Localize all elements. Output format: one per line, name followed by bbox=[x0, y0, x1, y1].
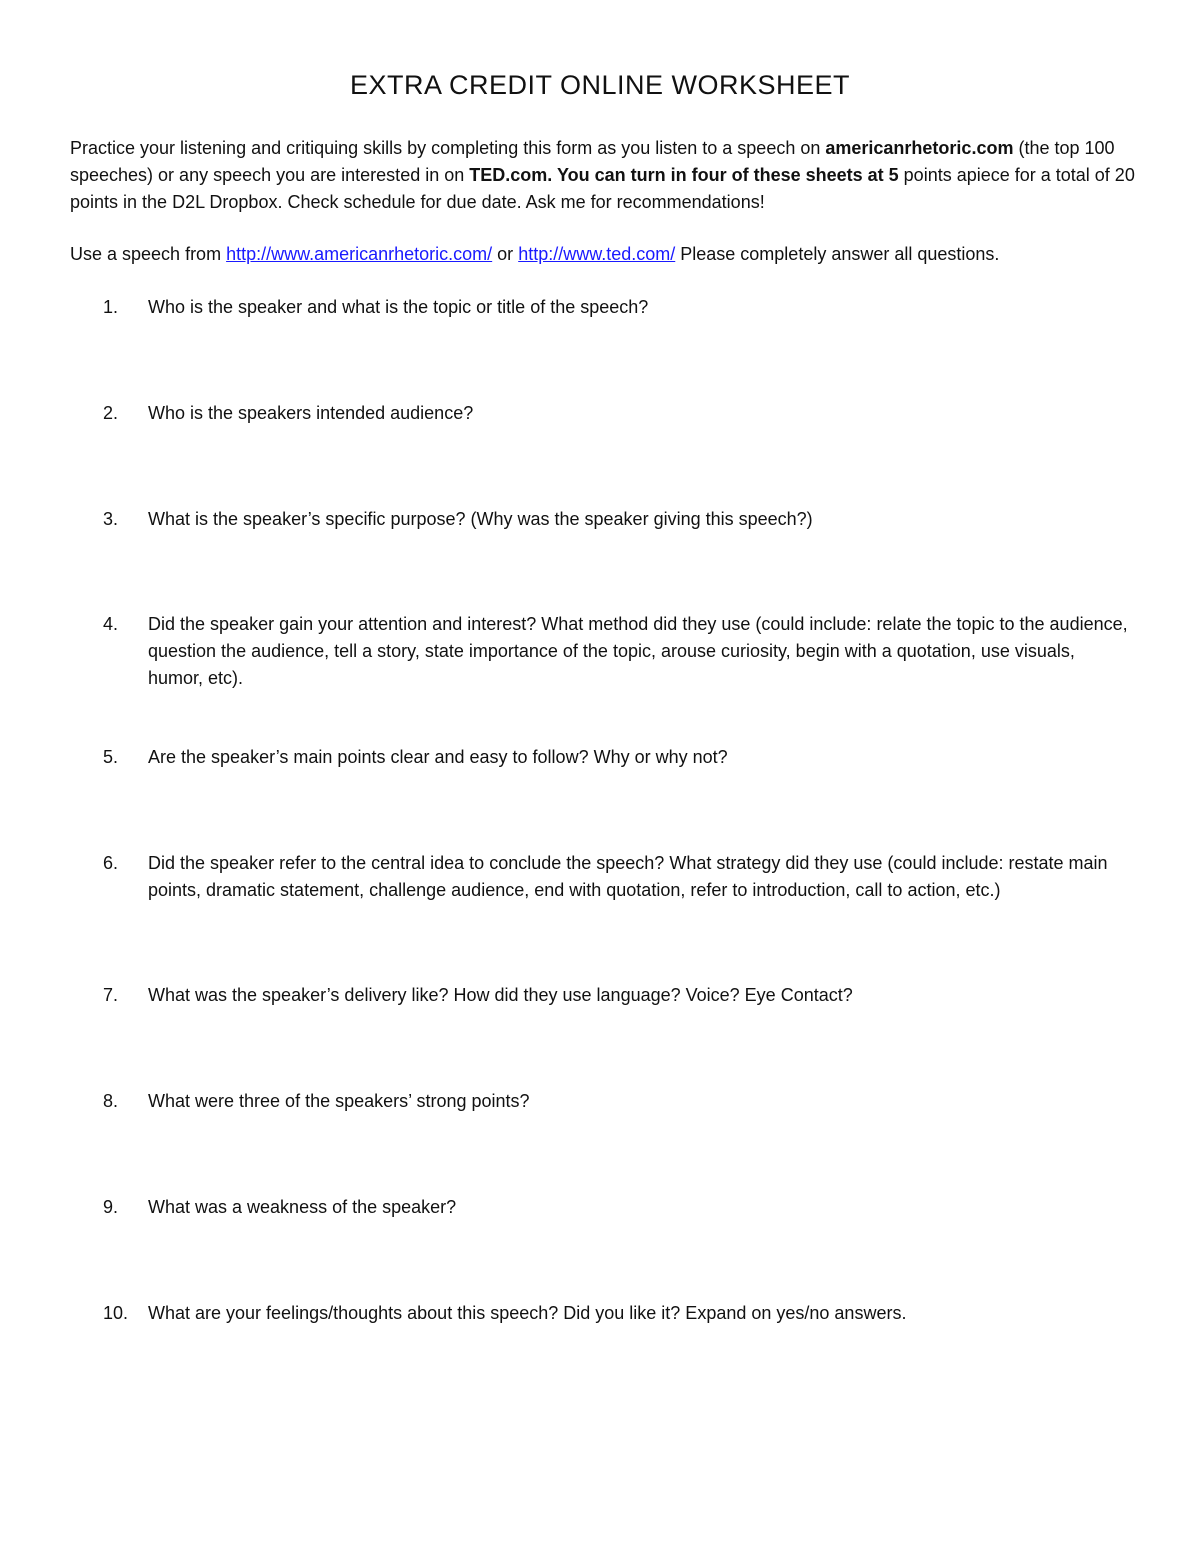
intro-site-americanrhetoric: americanrhetoric.com bbox=[825, 138, 1014, 158]
intro-points: 5 bbox=[888, 165, 899, 185]
question-number: 7. bbox=[103, 985, 119, 1005]
question-text: Did the speaker refer to the central idea to conclude the speech? What strategy did they use (could include: restate main points, dramatic statement, challenge audience, end with quotation, refer to introduction, call to action, etc.) bbox=[148, 853, 1108, 900]
intro-paragraph bbox=[70, 135, 1140, 216]
question-number: 8. bbox=[103, 1091, 119, 1111]
question-number: 2. bbox=[103, 403, 119, 423]
question-number: 5. bbox=[103, 747, 119, 767]
question-number: 4. bbox=[103, 614, 119, 634]
source-instructions bbox=[70, 241, 1140, 268]
question-number: 9. bbox=[103, 1197, 119, 1217]
ted-link[interactable]: http://www.ted.com/ bbox=[518, 244, 676, 264]
question-number: 10. bbox=[103, 1303, 129, 1323]
intro-site-ted: TED.com bbox=[469, 165, 548, 185]
intro-text-2: (the top 100 speeches) or any speech you are interested in on bbox=[70, 138, 1115, 185]
intro-text-4: points apiece for a total of 20 points in the D2L Dropbox. Check schedule for due date. Ask me for recommendations! bbox=[70, 165, 1135, 212]
question-text: Who is the speaker and what is the topic or title of the speech? bbox=[148, 297, 649, 317]
intro-text-3: . You can turn in four of these sheets at bbox=[547, 165, 889, 185]
question-text: Did the speaker gain your attention and interest? What method did they use (could include: relate the topic to the audience, question the audience, tell a story, state importance of the topic, arouse curiosity, begin with a quotation, use visuals, humor, etc). bbox=[148, 614, 1128, 688]
question-number: 1. bbox=[103, 297, 119, 317]
question-text: What was a weakness of the speaker? bbox=[148, 1197, 457, 1217]
page-title: EXTRA CREDIT ONLINE WORKSHEET bbox=[349, 70, 851, 100]
intro-text-1: Practice your listening and critiquing skills by completing this form as you listen to a speech on bbox=[70, 138, 826, 158]
question-number: 6. bbox=[103, 853, 119, 873]
source-suffix: Please completely answer all questions. bbox=[675, 244, 1000, 264]
question-text: What is the speaker’s specific purpose? (Why was the speaker giving this speech?) bbox=[148, 509, 813, 529]
question-text: Are the speaker’s main points clear and easy to follow? Why or why not? bbox=[148, 747, 728, 767]
question-text: What were three of the speakers’ strong points? bbox=[148, 1091, 530, 1111]
question-text: Who is the speakers intended audience? bbox=[148, 403, 474, 423]
question-text: What are your feelings/thoughts about this speech? Did you like it? Expand on yes/no answers. bbox=[148, 1303, 907, 1323]
question-number: 3. bbox=[103, 509, 119, 529]
question-text: What was the speaker’s delivery like? How did they use language? Voice? Eye Contact? bbox=[148, 985, 853, 1005]
source-middle: or bbox=[492, 244, 519, 264]
americanrhetoric-link[interactable]: http://www.americanrhetoric.com/ bbox=[226, 244, 493, 264]
source-prefix: Use a speech from bbox=[70, 244, 227, 264]
